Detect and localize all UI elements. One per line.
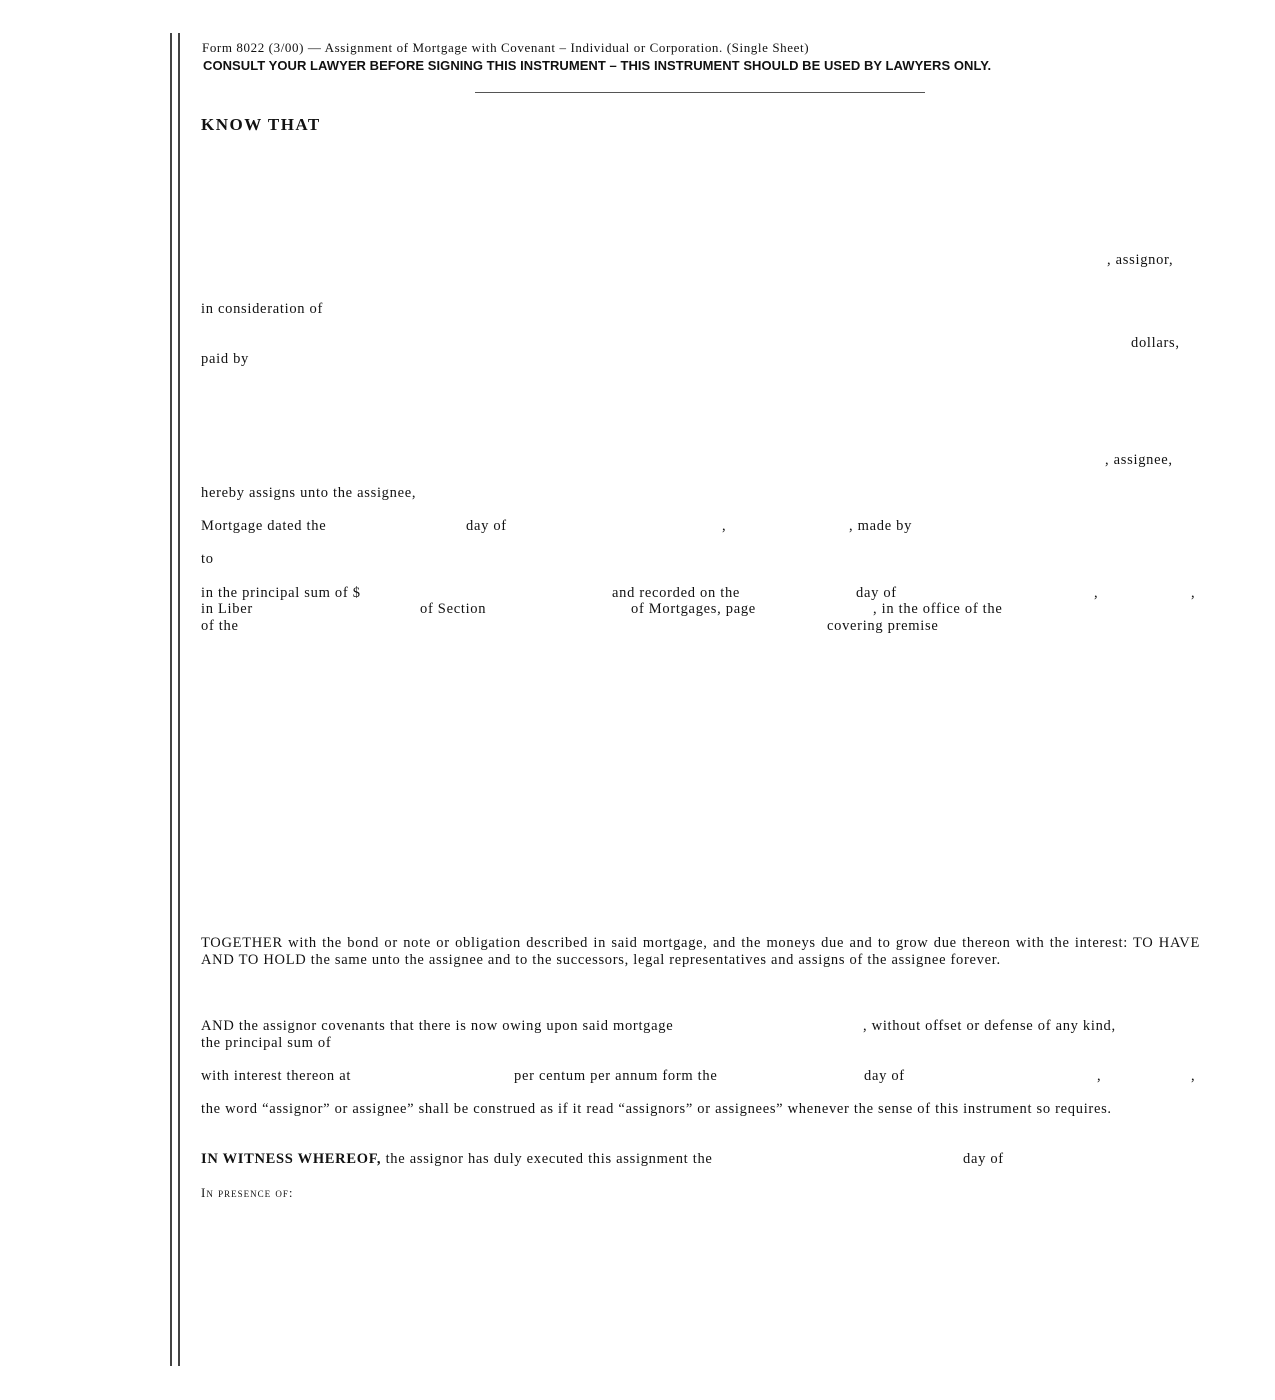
paid-by-label: paid by — [201, 351, 249, 367]
mortgages-page-label: of Mortgages, page — [631, 601, 756, 617]
in-presence-of-label: In presence of: — [201, 1185, 294, 1200]
witness-heading: IN WITNESS WHEREOF, — [201, 1151, 382, 1167]
covenant-principal-label: the principal sum of — [201, 1035, 332, 1051]
margin-line-right — [178, 33, 180, 1366]
covering-premise-label: covering premise — [827, 618, 939, 634]
recorded-comma-1: , — [1094, 585, 1099, 601]
lawyer-warning: CONSULT YOUR LAWYER BEFORE SIGNING THIS INSTRUMENT – THIS INSTRUMENT SHOULD BE USED BY LAWYERS ONLY. — [203, 58, 992, 73]
liber-label: in Liber — [201, 601, 253, 617]
recorded-on-label: and recorded on the — [612, 585, 741, 601]
mortgage-comma: , — [722, 518, 727, 534]
mortgage-day-of-label: day of — [466, 518, 507, 534]
header-rule — [475, 92, 925, 93]
covenant-text: AND the assignor covenants that there is now owing upon said mortgage — [201, 1018, 674, 1034]
to-label: to — [201, 551, 214, 567]
assignee-label: , assignee, — [1105, 452, 1173, 468]
interest-day-of-label: day of — [864, 1068, 905, 1084]
consideration-label: in consideration of — [201, 301, 324, 317]
form-title: Form 8022 (3/00) — Assignment of Mortgage with Covenant – Individual or Corporation. (Single Sheet) — [202, 40, 810, 55]
together-clause: TOGETHER with the bond or note or obligation described in said mortgage, and the moneys due and to grow due thereon with the interest: TO HAVE AND TO HOLD the same unto the assignee and to the successors, legal representatives and assigns of the assignee forever. — [201, 935, 1200, 968]
principal-sum-label: in the principal sum of $ — [201, 585, 361, 601]
interest-comma-1: , — [1097, 1068, 1102, 1084]
witness-day-of-label: day of — [963, 1151, 1004, 1167]
made-by-label: , made by — [849, 518, 913, 534]
interest-at-label: with interest thereon at — [201, 1068, 352, 1084]
witness-text: the assignor has duly executed this assignment the — [381, 1151, 713, 1167]
per-centum-label: per centum per annum form the — [514, 1068, 718, 1084]
recorded-comma-2: , — [1191, 585, 1196, 601]
of-the-label: of the — [201, 618, 239, 634]
section-label: of Section — [420, 601, 487, 617]
witness-line — [201, 1151, 713, 1167]
covenant-offset-text: , without offset or defense of any kind, — [863, 1018, 1116, 1034]
know-that-heading: KNOW THAT — [201, 115, 321, 134]
plural-clause: the word “assignor” or assignee” shall be construed as if it read “assignors” or assignees” whenever the sense of this instrument so requires. — [201, 1101, 1112, 1117]
interest-comma-2: , — [1191, 1068, 1196, 1084]
margin-line-left — [170, 33, 172, 1366]
office-label: , in the office of the — [873, 601, 1003, 617]
dollars-label: dollars, — [1131, 335, 1180, 351]
mortgage-dated-label: Mortgage dated the — [201, 518, 327, 534]
recorded-day-of-label: day of — [856, 585, 897, 601]
assignor-label: , assignor, — [1107, 252, 1174, 268]
hereby-assigns: hereby assigns unto the assignee, — [201, 485, 417, 501]
